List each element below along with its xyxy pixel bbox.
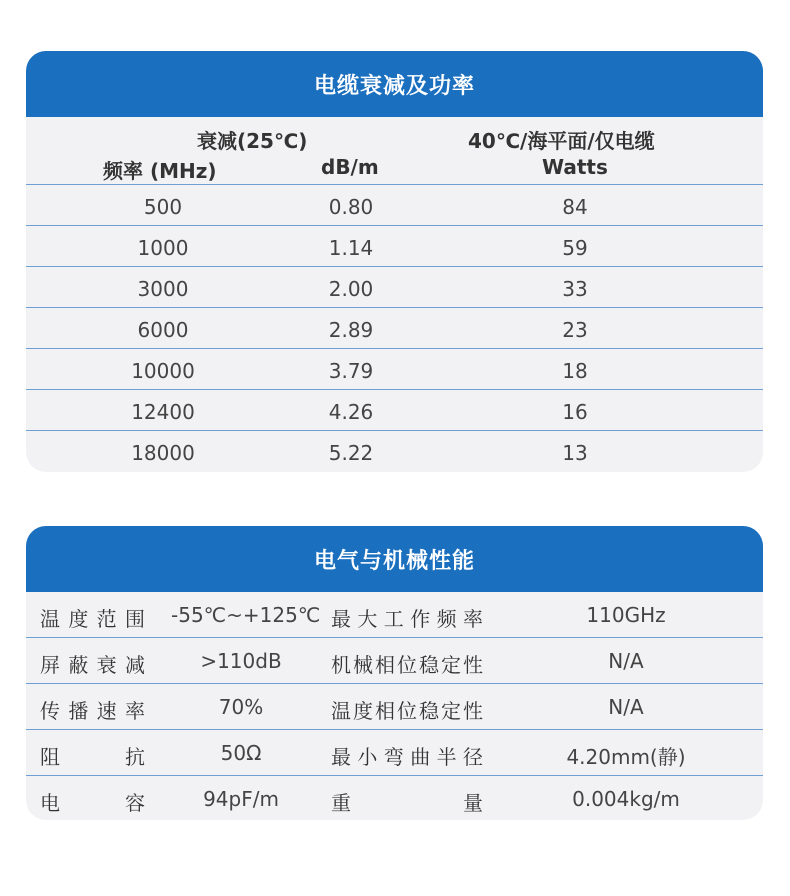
power-cell: 23 xyxy=(562,318,588,342)
frequency-label: 频率 (MHz) xyxy=(103,159,217,183)
attenuation-power-title: 电缆衰减及功率 xyxy=(26,51,763,117)
spec-label: 屏蔽衰减 xyxy=(40,653,145,677)
frequency-cell: 1000 xyxy=(137,236,189,260)
spec-value: -55℃~+125℃ xyxy=(171,603,321,627)
attenuation-table-header xyxy=(26,117,763,185)
spec-value: N/A xyxy=(608,695,644,719)
power-cell: 16 xyxy=(562,400,588,424)
attenuation-cell: 2.00 xyxy=(328,277,374,301)
table-row xyxy=(26,185,763,226)
attenuation-table-body xyxy=(26,185,763,471)
spec-label: 最大工作频率 xyxy=(331,607,483,631)
frequency-cell: 12400 xyxy=(131,400,195,424)
table-row xyxy=(26,390,763,431)
spec-value: >110dB xyxy=(200,649,282,673)
frequency-cell: 500 xyxy=(143,195,183,219)
spec-label: 最小弯曲半径 xyxy=(331,745,483,769)
attenuation-cell: 4.26 xyxy=(328,400,374,424)
table-row xyxy=(26,431,763,471)
spec-value: 0.004kg/m xyxy=(572,787,680,811)
table-row xyxy=(26,349,763,390)
spec-table-body xyxy=(26,592,763,820)
attenuation-cell: 5.22 xyxy=(328,441,374,465)
table-row xyxy=(26,638,763,684)
frequency-cell: 18000 xyxy=(131,441,195,465)
spec-value: N/A xyxy=(608,649,644,673)
frequency-cell: 6000 xyxy=(137,318,189,342)
attenuation-cell: 2.89 xyxy=(328,318,374,342)
attenuation-label: 衰减(25℃) xyxy=(197,129,308,153)
table-row xyxy=(26,308,763,349)
spec-label: 温度范围 xyxy=(40,607,145,631)
spec-value: 50Ω xyxy=(220,741,262,765)
spec-value: 94pF/m xyxy=(203,787,279,811)
table-row xyxy=(26,592,763,638)
table-row xyxy=(26,776,763,820)
table-row xyxy=(26,226,763,267)
power-cell: 18 xyxy=(562,359,588,383)
spec-label: 机械相位稳定性 xyxy=(331,653,483,677)
spec-value: 4.20mm(静) xyxy=(566,745,686,769)
spec-value: 110GHz xyxy=(586,603,666,627)
table-row xyxy=(26,730,763,776)
spec-label: 阻抗 xyxy=(40,745,145,769)
db-unit-label: dB/m xyxy=(321,155,379,179)
spec-label: 温度相位稳定性 xyxy=(331,699,483,723)
table-row xyxy=(26,684,763,730)
power-cell: 13 xyxy=(562,441,588,465)
power-cell: 33 xyxy=(562,277,588,301)
electrical-mechanical-card xyxy=(26,526,763,820)
attenuation-cell: 0.80 xyxy=(328,195,374,219)
frequency-cell: 3000 xyxy=(137,277,189,301)
frequency-cell: 10000 xyxy=(131,359,195,383)
attenuation-power-card xyxy=(26,51,763,472)
electrical-mechanical-title: 电气与机械性能 xyxy=(26,526,763,592)
spec-value: 70% xyxy=(218,695,264,719)
power-cell: 84 xyxy=(562,195,588,219)
spec-label: 传播速率 xyxy=(40,699,145,723)
attenuation-cell: 1.14 xyxy=(328,236,374,260)
spec-label: 电容 xyxy=(40,791,145,815)
table-row xyxy=(26,267,763,308)
attenuation-cell: 3.79 xyxy=(328,359,374,383)
power-condition-label: 40℃/海平面/仅电缆 xyxy=(468,129,655,153)
power-cell: 59 xyxy=(562,236,588,260)
watts-unit-label: Watts xyxy=(542,155,608,179)
spec-label: 重量 xyxy=(331,791,483,815)
